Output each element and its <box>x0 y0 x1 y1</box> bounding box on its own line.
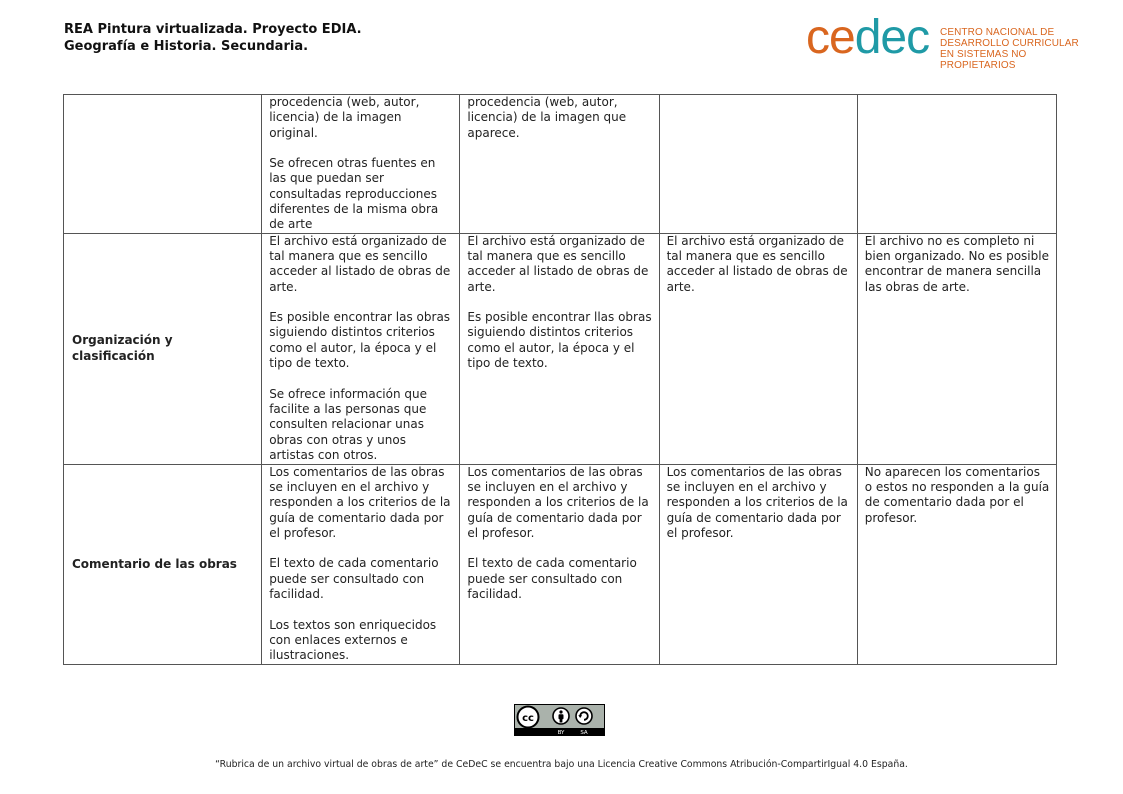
level-2-cell <box>460 233 659 464</box>
rubric-row <box>64 233 1057 464</box>
criterion-cell: Comentario de las obras <box>64 464 262 664</box>
cedec-logo-wordmark <box>806 12 929 64</box>
descriptor-paragraph: El archivo está organizado de tal manera que es sencillo acceder al listado de obras de arte. <box>467 233 649 294</box>
logo-word-dec: dec <box>854 11 930 64</box>
cedec-logo-subtitle <box>940 27 1096 71</box>
level-4-cell <box>857 464 1056 664</box>
descriptor-paragraph: Los textos son enriquecidos con enlaces externos e ilustraciones. <box>269 617 437 663</box>
descriptor-paragraph: Los comentarios de las obras se incluyen en el archivo y responden a los criterios de la guía de comentario dada por el profesor. <box>666 464 848 540</box>
descriptor-paragraph: El archivo está organizado de tal manera que es sencillo acceder al listado de obras de arte. <box>666 233 848 294</box>
descriptor-paragraph: Se ofrece información que facilite a las personas que consulten relacionar unas obras con otras y unos artistas con otros. <box>269 386 427 462</box>
descriptor-paragraph: No aparecen los comentarios o estos no responden a la guía de comentario dada por el profesor. <box>864 464 1050 525</box>
cc-icon-text: cc <box>522 713 534 724</box>
document-header <box>64 21 362 55</box>
creative-commons-by-sa-badge <box>514 704 605 736</box>
level-1-cell <box>262 233 460 464</box>
descriptor-paragraph: procedencia (web, autor, licencia) de la imagen que aparece. <box>467 95 627 140</box>
descriptor-paragraph: Se ofrecen otras fuentes en las que puedan ser consultadas reproducciones diferentes de la misma obra de arte <box>269 156 439 232</box>
criterion-cell <box>64 95 262 234</box>
rubric-table <box>63 94 1057 665</box>
rubric-row <box>64 464 1057 664</box>
license-footer: “Rubrica de un archivo virtual de obras de arte” de CeDeC se encuentra bajo una Licencia Creative Commons Atribución-CompartirIgual 4.0 España. <box>215 759 908 770</box>
level-3-cell <box>659 464 857 664</box>
level-3-cell <box>659 233 857 464</box>
descriptor-paragraph: Los comentarios de las obras se incluyen en el archivo y responden a los criterios de la guía de comentario dada por el profesor. <box>467 464 649 540</box>
by-label: BY <box>557 730 565 736</box>
header-title-line-1: REA Pintura virtualizada. Proyecto EDIA. <box>64 22 362 37</box>
criterion-cell: Organización y clasificación <box>64 233 262 464</box>
descriptor-paragraph: Es posible encontrar llas obras siguiendo distintos criterios como el autor, la época y el tipo de texto. <box>467 310 652 371</box>
logo-sub-line-2: DESARROLLO CURRICULAR <box>940 38 1079 49</box>
level-3-cell <box>659 95 857 234</box>
logo-sub-line-3: EN SISTEMAS NO PROPIETARIOS <box>940 49 1027 71</box>
header-title-line-2: Geografía e Historia. Secundaria. <box>64 39 309 54</box>
descriptor-paragraph: El archivo no es completo ni bien organizado. No es posible encontrar de manera sencilla las obras de arte. <box>864 233 1049 294</box>
logo-sub-line-1: CENTRO NACIONAL DE <box>940 27 1055 38</box>
rubric-row <box>64 95 1057 234</box>
sa-share-alike-icon <box>576 708 592 724</box>
level-2-cell <box>460 464 659 664</box>
rubric-table-body <box>64 95 1057 665</box>
level-1-cell <box>262 95 460 234</box>
descriptor-paragraph: El archivo está organizado de tal manera que es sencillo acceder al listado de obras de arte. <box>269 233 451 294</box>
level-4-cell <box>857 233 1056 464</box>
descriptor-paragraph: El texto de cada comentario puede ser consultado con facilidad. <box>467 556 637 602</box>
descriptor-paragraph: El texto de cada comentario puede ser consultado con facilidad. <box>269 556 439 602</box>
cedec-logo <box>806 11 1096 71</box>
descriptor-paragraph: Es posible encontrar las obras siguiendo distintos criterios como el autor, la época y el tipo de texto. <box>269 310 451 371</box>
descriptor-paragraph: procedencia (web, autor, licencia) de la imagen original. <box>269 95 420 140</box>
sa-label: SA <box>580 730 588 736</box>
descriptor-paragraph: Los comentarios de las obras se incluyen en el archivo y responden a los criterios de la guía de comentario dada por el profesor. <box>269 464 451 540</box>
level-4-cell <box>857 95 1056 234</box>
logo-word-ce: ce <box>806 11 855 64</box>
level-2-cell <box>460 95 659 234</box>
level-1-cell <box>262 464 460 664</box>
